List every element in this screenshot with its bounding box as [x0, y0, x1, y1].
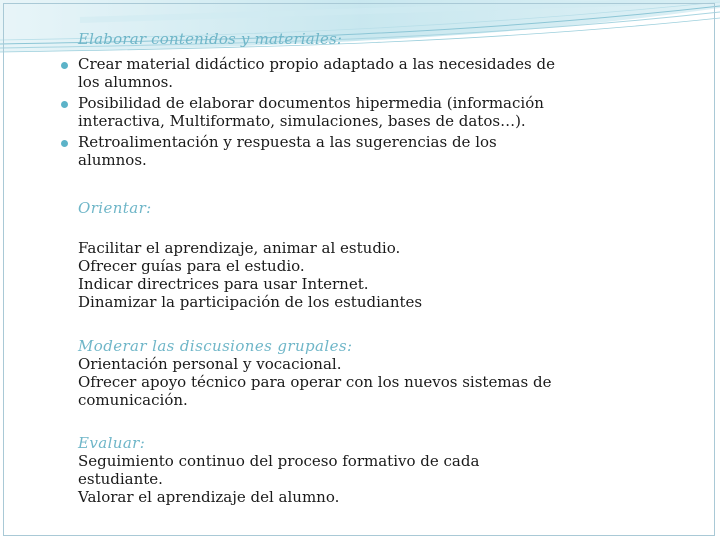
bullet-text-line: Crear material didáctico propio adaptado a las necesidades de [78, 55, 555, 73]
bullet-item [0, 94, 720, 130]
bullet-text-line: Retroalimentación y respuesta a las sugerencias de los [78, 133, 497, 151]
bullet-item [0, 133, 720, 169]
bullet-dot-icon [61, 101, 68, 108]
bullet-text-line: los alumnos. [78, 73, 174, 91]
section-line: Ofrecer guías para el estudio. [78, 257, 305, 275]
section-line: comunicación. [78, 391, 188, 409]
bullet-list [0, 55, 720, 169]
section-orientar [0, 199, 720, 311]
section-body-orientar [78, 239, 720, 311]
bullet-text-line: interactiva, Multiformato, simulaciones, bases de datos…). [78, 112, 526, 130]
section-line: Orientación personal y vocacional. [78, 355, 342, 373]
section-line: Ofrecer apoyo técnico para operar con los nuevos sistemas de [78, 373, 552, 391]
section-line: Indicar directrices para usar Internet. [78, 275, 369, 293]
bullet-item [0, 55, 720, 91]
slide-title: Elaborar contenidos y materiales: [78, 30, 343, 48]
section-line: Dinamizar la participación de los estudiantes [78, 293, 423, 311]
section-heading-orientar: Orientar: [78, 199, 152, 217]
section-line: Seguimiento continuo del proceso formativo de cada [78, 452, 480, 470]
bullet-dot-icon [61, 140, 68, 147]
section-moderar [0, 337, 720, 409]
bullet-dot-icon [61, 62, 68, 69]
slide-content [0, 55, 720, 172]
section-line: Facilitar el aprendizaje, animar al estudio. [78, 239, 401, 257]
bullet-text-line: Posibilidad de elaborar documentos hipermedia (información [78, 94, 544, 112]
section-heading-evaluar: Evaluar: [78, 434, 146, 452]
section-heading-moderar: Moderar las discusiones grupales: [78, 337, 353, 355]
section-line: estudiante. [78, 470, 163, 488]
section-line: Valorar el aprendizaje del alumno. [78, 488, 340, 506]
bullet-text-line: alumnos. [78, 151, 147, 169]
section-evaluar [0, 434, 720, 506]
